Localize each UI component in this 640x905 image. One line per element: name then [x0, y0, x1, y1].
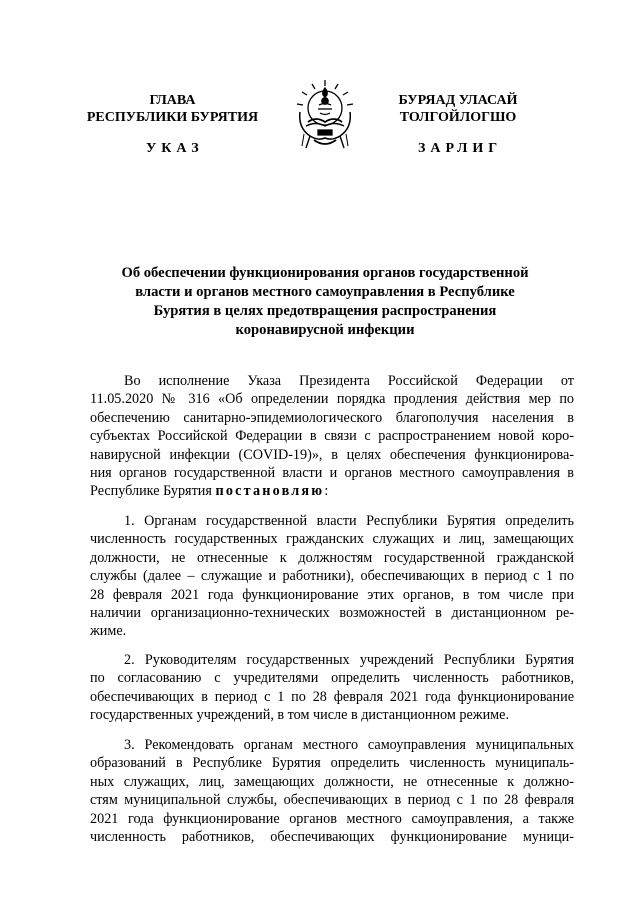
paragraph-2: [90, 651, 574, 725]
preamble-line: субъектах Российской Федерации в связи с распространением новой коро-: [90, 428, 574, 445]
header-left-line-2: РЕСПУБЛИКИ БУРЯТИЯ: [86, 110, 259, 125]
paragraph-line: стям муниципальной службы, обеспечивающих в период с 1 по 28 февраля: [90, 792, 574, 809]
paragraph-line: образований в Республике Бурятия определить численность муниципаль-: [90, 755, 574, 772]
preamble-last-prefix: Республике Бурятия: [90, 483, 216, 500]
preamble-paragraph: [90, 372, 574, 501]
decree-label-right: ЗАРЛИГ: [418, 141, 503, 156]
header-right-line-2: ТОЛГОЙЛОГШО: [399, 110, 517, 125]
title-line: власти и органов местного самоуправления в Республике: [135, 284, 515, 300]
paragraph-3: [90, 736, 574, 846]
title-line: Бурятия в целях предотвращения распространения: [153, 303, 497, 319]
paragraph-1: [90, 512, 574, 641]
preamble-line: 11.05.2020 № 316 «Об определении порядка продления действия мер по: [90, 391, 574, 408]
decree-label-left: УКАЗ: [146, 141, 204, 156]
preamble-line: Во исполнение Указа Президента Российской Федерации от: [124, 373, 574, 389]
paragraph-line: службы (далее – служащие и работники), обеспечивающих в период с 1 по: [90, 568, 574, 585]
paragraph-line: 28 февраля 2021 года функционирование этих органов, в том числе при: [90, 586, 574, 603]
header-right-title: [368, 92, 548, 126]
preamble-line: навирусной инфекции (COVID-19)», в целях обеспечения функционирова-: [90, 446, 574, 463]
buryatia-coat-of-arms-icon: [292, 78, 358, 152]
paragraph-line: 2021 года функционирование органов местного самоуправления, а также: [90, 810, 574, 827]
preamble-line: обеспечению санитарно-эпидемиологического благополучия населения в: [90, 409, 574, 426]
paragraph-line: численность государственных гражданских служащих и лиц, замещающих: [90, 531, 574, 548]
paragraph-line: 1. Органам государственной власти Республики Бурятия определить: [124, 513, 574, 529]
header-right-line-1: БУРЯАД УЛАСАЙ: [398, 93, 518, 108]
title-line: Об обеспечении функционирования органов государственной: [121, 265, 529, 281]
paragraph-line: численность работников, обеспечивающих функционирование муници-: [90, 828, 574, 845]
header-left-title: [70, 92, 275, 126]
paragraph-line: обеспечивающих в период с 1 по 28 февраля 2021 года функционирование: [90, 688, 574, 705]
paragraph-line: 3. Рекомендовать органам местного самоуправления муниципальных: [124, 737, 574, 753]
header-left-line-1: ГЛАВА: [149, 93, 196, 108]
paragraph-line: по согласованию с учредителями определить численность работников,: [90, 670, 574, 687]
paragraph-line: ных служащих, лиц, замещающих должности, не отнесенные к должно-: [90, 773, 574, 790]
paragraph-line: государственных учреждений, в том числе в дистанционном режиме.: [90, 707, 510, 724]
title-line: коронавирусной инфекции: [235, 322, 415, 338]
preamble-last-suffix: :: [324, 483, 329, 500]
preamble-resolve-word: постановляю: [215, 483, 325, 500]
preamble-last-line: [90, 482, 574, 500]
document-title: [90, 264, 560, 340]
paragraph-line: 2. Руководителям государственных учреждений Республики Бурятия: [124, 652, 574, 668]
paragraph-line: жиме.: [90, 623, 127, 640]
preamble-line: ния органов государственной власти и органов местного самоуправления в: [90, 464, 574, 481]
paragraph-line: наличии организационно-технических возможностей в дистанционном ре-: [90, 604, 574, 621]
paragraph-line: должности, не отнесенные к должностям государственной гражданской: [90, 549, 574, 566]
